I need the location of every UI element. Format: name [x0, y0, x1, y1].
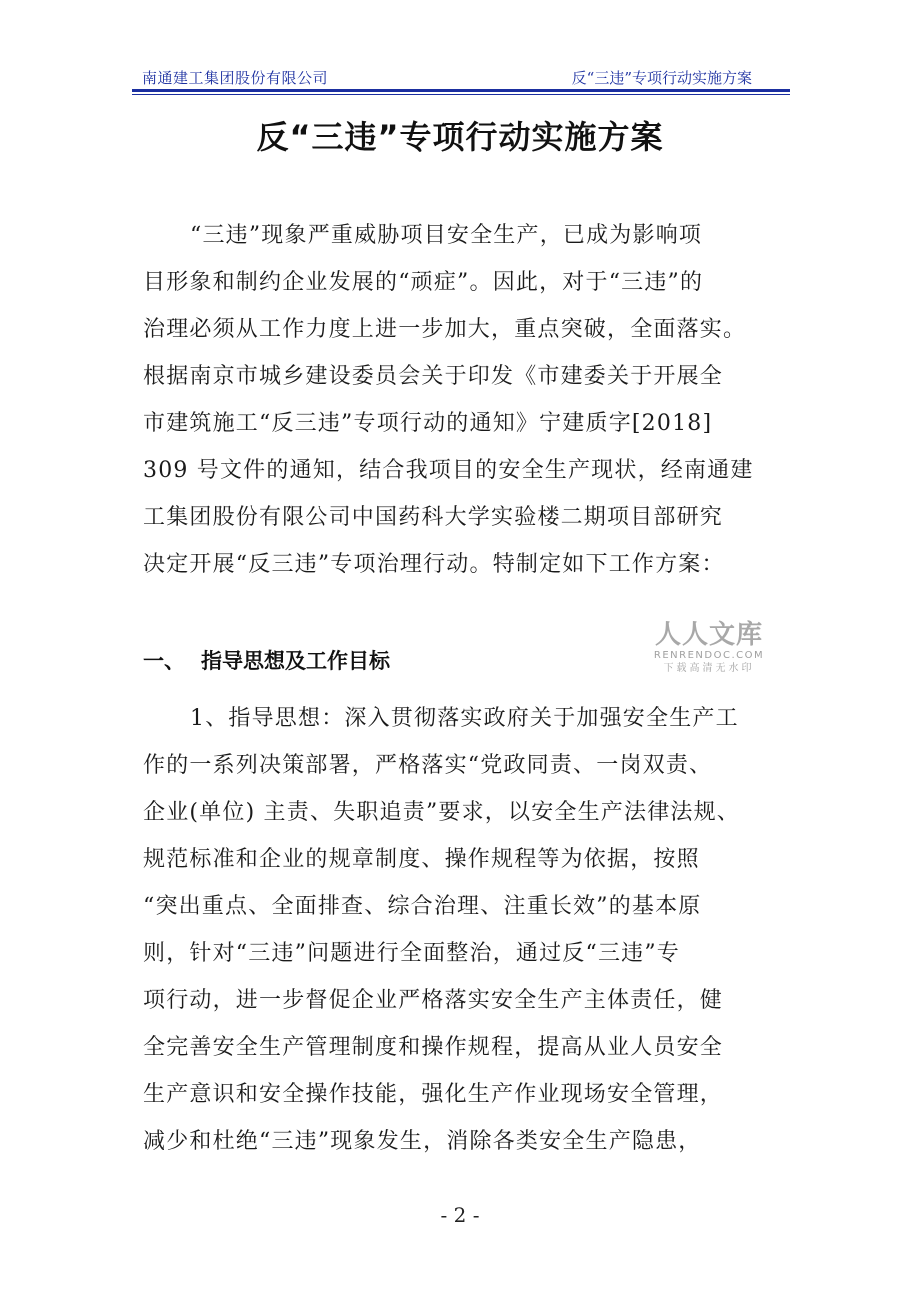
- watermark-url: RENRENDOC.COM: [653, 650, 765, 661]
- header-company: 南通建工集团股份有限公司: [142, 69, 329, 87]
- header-doc-name: 反“三违”专项行动实施方案: [571, 69, 752, 87]
- page-number: - 2 -: [440, 1203, 480, 1227]
- watermark-tagline: 下载高清无水印: [663, 663, 755, 674]
- para-line: 项行动，进一步督促企业严格落实安全生产主体责任，健: [143, 988, 724, 1013]
- section-number: 一、: [143, 649, 185, 673]
- document-title: 反“三违”专项行动实施方案: [256, 118, 664, 156]
- intro-line: 目形象和制约企业发展的“顽症”。因此，对于“三违”的: [143, 270, 704, 295]
- para-line: 生产意识和安全操作技能，强化生产作业现场安全管理，: [143, 1082, 724, 1107]
- intro-line: 市建筑施工“反三违”专项行动的通知》宁建质字[2018]: [143, 411, 713, 436]
- intro-line: 工集团股份有限公司中国药科大学实验楼二期项目部研究: [143, 505, 724, 530]
- para-line: 作的一系列决策部署，严格落实“党政同责、一岗双责、: [143, 753, 713, 778]
- intro-line: 决定开展“反三违”专项治理行动。特制定如下工作方案：: [143, 552, 725, 577]
- para-line: 1、指导思想：深入贯彻落实政府关于加强安全生产工: [190, 706, 739, 731]
- watermark-title: 人人文库: [654, 620, 763, 650]
- intro-line: 309 号文件的通知，结合我项目的安全生产现状，经南通建: [143, 458, 754, 483]
- para-line: 企业(单位) 主责、失职追责”要求，以安全生产法律法规、: [143, 800, 741, 825]
- para-line: 减少和杜绝“三违”现象发生，消除各类安全生产隐患，: [143, 1129, 702, 1154]
- intro-line: 根据南京市城乡建设委员会关于印发《市建委关于开展全: [143, 364, 724, 389]
- section-title: 指导思想及工作目标: [201, 649, 390, 673]
- para-line: 规范标准和企业的规章制度、操作规程等为依据，按照: [143, 847, 700, 872]
- intro-line: 治理必须从工作力度上进一步加大，重点突破，全面落实。: [143, 317, 747, 342]
- para-line: 则，针对“三违”问题进行全面整治，通过反“三违”专: [143, 941, 680, 966]
- header-rule-thin: [132, 94, 790, 95]
- para-line: 全完善安全生产管理制度和操作规程，提高从业人员安全: [143, 1035, 724, 1060]
- intro-line: “三违”现象严重威胁项目安全生产，已成为影响项: [190, 223, 703, 248]
- section-heading: [143, 645, 390, 675]
- para-line: “突出重点、全面排查、综合治理、注重长效”的基本原: [143, 894, 702, 919]
- header-rule-thick: [132, 89, 790, 92]
- watermark: [646, 620, 772, 675]
